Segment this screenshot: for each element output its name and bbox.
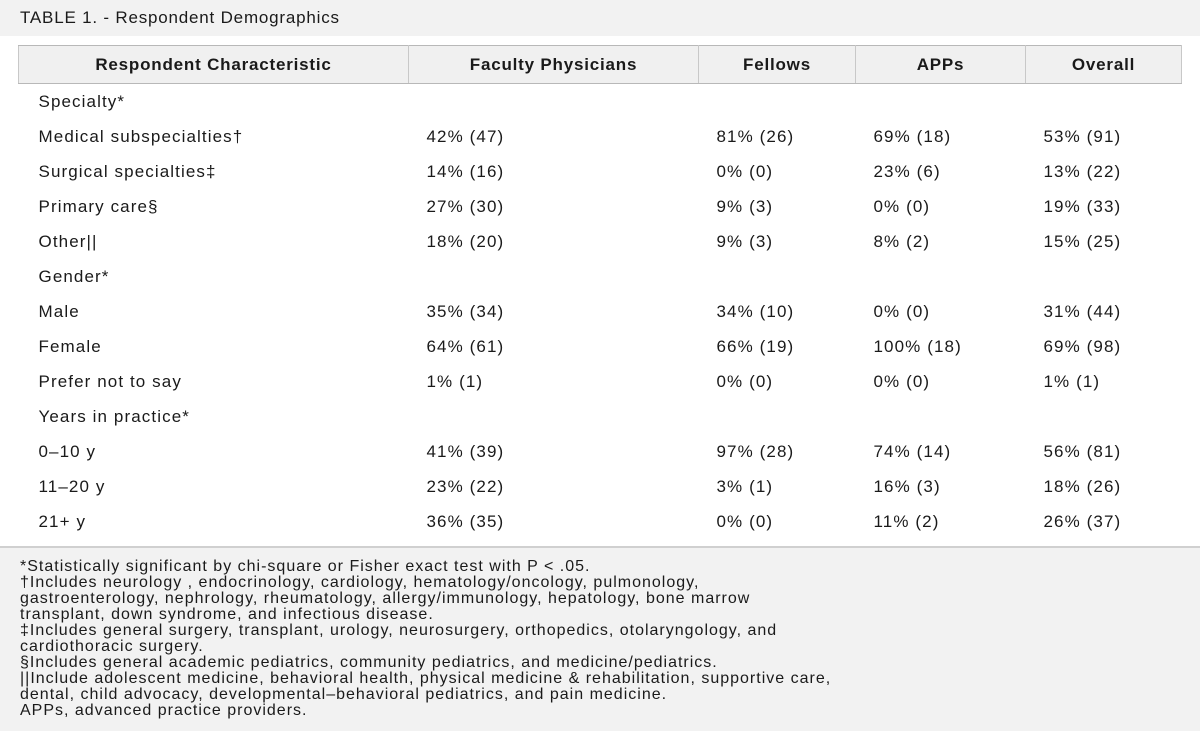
apps-cell: 0% (0)	[873, 301, 931, 321]
fellows-cell: 97% (28)	[716, 441, 795, 461]
fellows-cell	[699, 259, 856, 294]
footnote-line: gastroenterology, nephrology, rheumatology, allergy/immunology, hepatology, bone marrow	[20, 590, 751, 607]
table-row	[19, 259, 1182, 294]
demographics-table	[18, 45, 1182, 539]
overall-cell: 69% (98)	[1043, 336, 1122, 356]
footnote-line: APPs, advanced practice providers.	[20, 702, 308, 719]
footnote-line: §Includes general academic pediatrics, community pediatrics, and medicine/pediatrics.	[20, 654, 718, 671]
faculty-cell: 14% (16)	[426, 161, 505, 181]
faculty-cell: 1% (1)	[426, 371, 484, 391]
fellows-cell: 9% (3)	[716, 196, 774, 216]
table-title-bar	[0, 0, 1200, 36]
footnotes-panel	[0, 546, 1200, 731]
footnote-line: ||Include adolescent medicine, behavioral health, physical medicine & rehabilitation, supportive care,	[20, 670, 832, 687]
characteristic-cell: Surgical specialties‡	[38, 161, 217, 181]
overall-cell: 53% (91)	[1043, 126, 1122, 146]
faculty-cell: 23% (22)	[426, 476, 505, 496]
table-row	[19, 294, 1182, 329]
column-header: APPs	[856, 46, 1026, 84]
fellows-cell: 66% (19)	[716, 336, 795, 356]
footnote-line: †Includes neurology , endocrinology, cardiology, hematology/oncology, pulmonology,	[20, 574, 700, 591]
overall-cell: 31% (44)	[1043, 301, 1122, 321]
characteristic-cell: Gender*	[38, 266, 110, 286]
faculty-cell: 64% (61)	[426, 336, 505, 356]
table-row	[19, 504, 1182, 539]
characteristic-cell: Prefer not to say	[38, 371, 182, 391]
footnote-line: transplant, down syndrome, and infectious disease.	[20, 606, 434, 623]
overall-cell	[1026, 259, 1182, 294]
characteristic-cell: Other||	[38, 231, 98, 251]
table-row	[19, 364, 1182, 399]
faculty-cell: 18% (20)	[426, 231, 505, 251]
footnote-line: *Statistically significant by chi-square or Fisher exact test with P < .05.	[20, 558, 591, 575]
column-header: Overall	[1026, 46, 1182, 84]
apps-cell: 0% (0)	[873, 371, 931, 391]
fellows-cell	[699, 84, 856, 120]
fellows-cell: 0% (0)	[716, 511, 774, 531]
table-row	[19, 434, 1182, 469]
apps-cell: 8% (2)	[873, 231, 931, 251]
overall-cell: 1% (1)	[1043, 371, 1101, 391]
apps-cell	[856, 399, 1026, 434]
apps-cell: 23% (6)	[873, 161, 941, 181]
overall-cell	[1026, 399, 1182, 434]
overall-cell	[1026, 84, 1182, 120]
overall-cell: 56% (81)	[1043, 441, 1122, 461]
fellows-cell: 0% (0)	[716, 161, 774, 181]
fellows-cell: 81% (26)	[716, 126, 795, 146]
faculty-cell: 36% (35)	[426, 511, 505, 531]
characteristic-cell: Specialty*	[38, 91, 126, 111]
overall-cell: 15% (25)	[1043, 231, 1122, 251]
footnote-line: ‡Includes general surgery, transplant, urology, neurosurgery, orthopedics, otolaryngology, and	[20, 622, 778, 639]
fellows-cell: 0% (0)	[716, 371, 774, 391]
overall-cell: 19% (33)	[1043, 196, 1122, 216]
apps-cell: 11% (2)	[873, 511, 940, 531]
table-body	[19, 84, 1182, 540]
overall-cell: 13% (22)	[1043, 161, 1122, 181]
table-row	[19, 189, 1182, 224]
characteristic-cell: Male	[38, 301, 80, 321]
fellows-cell	[699, 399, 856, 434]
characteristic-cell: 0–10 y	[38, 441, 97, 461]
overall-cell: 18% (26)	[1043, 476, 1122, 496]
table-container	[0, 36, 1200, 546]
faculty-cell: 41% (39)	[426, 441, 505, 461]
faculty-cell: 42% (47)	[426, 126, 505, 146]
table-row	[19, 154, 1182, 189]
table-title: TABLE 1. - Respondent Demographics	[20, 8, 340, 27]
faculty-cell	[409, 259, 699, 294]
footnotes	[20, 559, 1185, 719]
table-row	[19, 224, 1182, 259]
characteristic-cell: Primary care§	[38, 196, 159, 216]
column-header: Respondent Characteristic	[19, 46, 409, 84]
column-header: Faculty Physicians	[409, 46, 699, 84]
apps-cell	[856, 259, 1026, 294]
table-row	[19, 84, 1182, 120]
fellows-cell: 34% (10)	[716, 301, 795, 321]
characteristic-cell: 11–20 y	[38, 476, 106, 496]
apps-cell: 74% (14)	[873, 441, 952, 461]
faculty-cell: 27% (30)	[426, 196, 505, 216]
footnote-line: cardiothoracic surgery.	[20, 638, 204, 655]
characteristic-cell: Female	[38, 336, 102, 356]
faculty-cell: 35% (34)	[426, 301, 505, 321]
header-row	[19, 46, 1182, 84]
apps-cell: 69% (18)	[873, 126, 952, 146]
fellows-cell: 3% (1)	[716, 476, 774, 496]
table-row	[19, 469, 1182, 504]
table-row	[19, 329, 1182, 364]
faculty-cell	[409, 399, 699, 434]
apps-cell: 16% (3)	[873, 476, 941, 496]
table-row	[19, 399, 1182, 434]
apps-cell: 0% (0)	[873, 196, 931, 216]
table-row	[19, 119, 1182, 154]
faculty-cell	[409, 84, 699, 120]
overall-cell: 26% (37)	[1043, 511, 1122, 531]
characteristic-cell: 21+ y	[38, 511, 87, 531]
characteristic-cell: Years in practice*	[38, 406, 190, 426]
apps-cell	[856, 84, 1026, 120]
apps-cell: 100% (18)	[873, 336, 962, 356]
column-header: Fellows	[699, 46, 856, 84]
characteristic-cell: Medical subspecialties†	[38, 126, 244, 146]
footnote-line: dental, child advocacy, developmental–behavioral pediatrics, and pain medicine.	[20, 686, 668, 703]
fellows-cell: 9% (3)	[716, 231, 774, 251]
